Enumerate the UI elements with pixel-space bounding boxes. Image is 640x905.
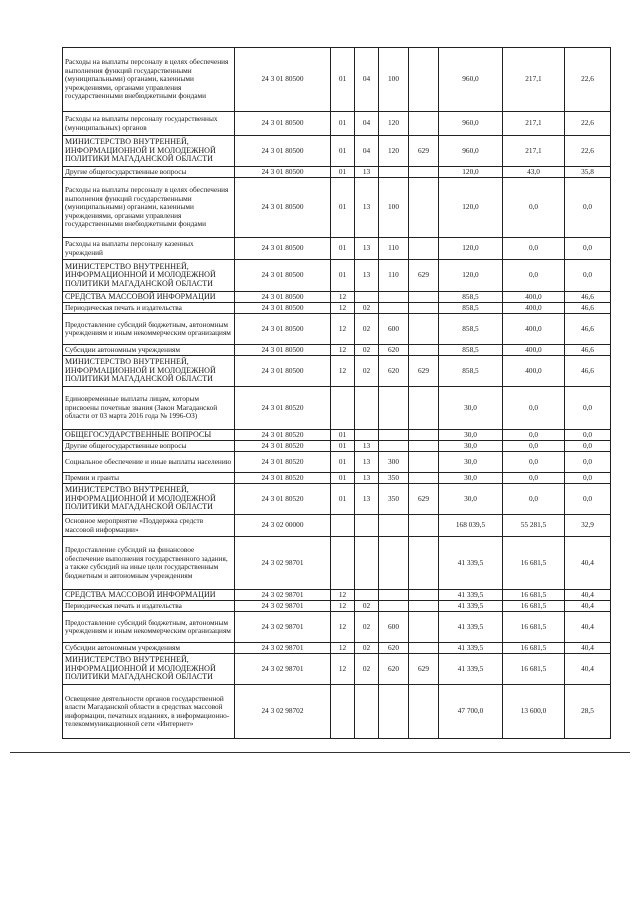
row-name-cell: Расходы на выплаты персоналу государственных (муниципальных) органов: [63, 112, 235, 136]
administrator-cell: [409, 387, 439, 430]
section-cell: 01: [331, 473, 355, 484]
administrator-cell: [409, 537, 439, 590]
table-row: [63, 112, 611, 136]
administrator-cell: [409, 441, 439, 452]
expense-type-cell: [379, 303, 409, 314]
expense-type-cell: [379, 685, 409, 739]
target-code-cell: 24 3 01 80500: [235, 260, 331, 292]
executed-amount-cell: 400,0: [503, 303, 565, 314]
execution-percent-cell: 28,5: [565, 685, 611, 739]
administrator-cell: [409, 473, 439, 484]
expense-type-cell: 350: [379, 484, 409, 515]
row-name-cell: Предоставление субсидий бюджетным, автономным учреждениям и иным некоммерческим организациям: [63, 612, 235, 643]
table-row: [63, 387, 611, 430]
subsection-cell: 02: [355, 643, 379, 654]
section-cell: [331, 387, 355, 430]
plan-amount-cell: 858,5: [439, 314, 503, 345]
plan-amount-cell: 30,0: [439, 473, 503, 484]
execution-percent-cell: 22,6: [565, 136, 611, 167]
expense-type-cell: 350: [379, 473, 409, 484]
row-name-cell: МИНИСТЕРСТВО ВНУТРЕННЕЙ, ИНФОРМАЦИОННОЙ И МОЛОДЕЖНОЙ ПОЛИТИКИ МАГАДАНСКОЙ ОБЛАСТИ: [63, 356, 235, 387]
table-row: [63, 515, 611, 537]
subsection-cell: 04: [355, 112, 379, 136]
row-name-cell: Единовременные выплаты лицам, которым присвоены почетные звания (Закон Магаданской области от 03 марта 2016 года № 1996-ОЗ): [63, 387, 235, 430]
target-code-cell: 24 3 02 98702: [235, 685, 331, 739]
plan-amount-cell: 120,0: [439, 260, 503, 292]
subsection-cell: [355, 537, 379, 590]
table-row: [63, 178, 611, 238]
administrator-cell: [409, 167, 439, 178]
plan-amount-cell: 120,0: [439, 178, 503, 238]
target-code-cell: 24 3 01 80500: [235, 356, 331, 387]
table-row: [63, 452, 611, 473]
row-name-cell: Другие общегосударственные вопросы: [63, 441, 235, 452]
row-name-cell: Предоставление субсидий бюджетным, автономным учреждениям и иным некоммерческим организациям: [63, 314, 235, 345]
executed-amount-cell: 43,0: [503, 167, 565, 178]
execution-percent-cell: 40,4: [565, 643, 611, 654]
target-code-cell: 24 3 01 80500: [235, 314, 331, 345]
executed-amount-cell: 0,0: [503, 441, 565, 452]
execution-percent-cell: 40,4: [565, 590, 611, 601]
table-row: [63, 238, 611, 260]
expense-type-cell: 300: [379, 452, 409, 473]
executed-amount-cell: 0,0: [503, 387, 565, 430]
table-body: [63, 48, 611, 739]
subsection-cell: 02: [355, 601, 379, 612]
target-code-cell: 24 3 01 80500: [235, 48, 331, 112]
table-row: [63, 303, 611, 314]
expense-type-cell: [379, 590, 409, 601]
row-name-cell: МИНИСТЕРСТВО ВНУТРЕННЕЙ, ИНФОРМАЦИОННОЙ И МОЛОДЕЖНОЙ ПОЛИТИКИ МАГАДАНСКОЙ ОБЛАСТИ: [63, 260, 235, 292]
subsection-cell: 02: [355, 654, 379, 685]
executed-amount-cell: 55 281,5: [503, 515, 565, 537]
executed-amount-cell: 217,1: [503, 112, 565, 136]
subsection-cell: [355, 515, 379, 537]
table-row: [63, 314, 611, 345]
plan-amount-cell: 168 039,5: [439, 515, 503, 537]
table-row: [63, 345, 611, 356]
table-row: [63, 654, 611, 685]
table-row: [63, 136, 611, 167]
administrator-cell: 629: [409, 654, 439, 685]
table-row: [63, 643, 611, 654]
expense-type-cell: [379, 167, 409, 178]
expense-type-cell: 620: [379, 345, 409, 356]
section-cell: 12: [331, 590, 355, 601]
expense-type-cell: [379, 537, 409, 590]
subsection-cell: [355, 430, 379, 441]
section-cell: [331, 515, 355, 537]
section-cell: 12: [331, 292, 355, 303]
plan-amount-cell: 30,0: [439, 441, 503, 452]
executed-amount-cell: 16 681,5: [503, 612, 565, 643]
section-cell: 01: [331, 260, 355, 292]
section-cell: 12: [331, 314, 355, 345]
executed-amount-cell: 0,0: [503, 484, 565, 515]
section-cell: 01: [331, 167, 355, 178]
section-cell: 01: [331, 238, 355, 260]
expense-type-cell: 110: [379, 260, 409, 292]
row-name-cell: МИНИСТЕРСТВО ВНУТРЕННЕЙ, ИНФОРМАЦИОННОЙ И МОЛОДЕЖНОЙ ПОЛИТИКИ МАГАДАНСКОЙ ОБЛАСТИ: [63, 484, 235, 515]
subsection-cell: 04: [355, 48, 379, 112]
executed-amount-cell: 16 681,5: [503, 537, 565, 590]
section-cell: 01: [331, 484, 355, 515]
plan-amount-cell: 858,5: [439, 303, 503, 314]
row-name-cell: Предоставление субсидий на финансовое обеспечение выполнения государственного задания, а также субсидий на иные цели государственным бюджетным и автономным учреждениям: [63, 537, 235, 590]
table-row: [63, 685, 611, 739]
row-name-cell: Другие общегосударственные вопросы: [63, 167, 235, 178]
target-code-cell: 24 3 01 80520: [235, 430, 331, 441]
row-name-cell: Субсидии автономным учреждениям: [63, 345, 235, 356]
section-cell: 01: [331, 452, 355, 473]
expense-type-cell: [379, 601, 409, 612]
executed-amount-cell: 0,0: [503, 238, 565, 260]
administrator-cell: [409, 643, 439, 654]
subsection-cell: 13: [355, 473, 379, 484]
section-cell: 12: [331, 303, 355, 314]
table-row: [63, 537, 611, 590]
execution-percent-cell: 0,0: [565, 387, 611, 430]
administrator-cell: [409, 685, 439, 739]
administrator-cell: [409, 515, 439, 537]
row-name-cell: Периодическая печать и издательства: [63, 303, 235, 314]
executed-amount-cell: 217,1: [503, 136, 565, 167]
section-cell: 12: [331, 643, 355, 654]
administrator-cell: [409, 48, 439, 112]
executed-amount-cell: 13 600,0: [503, 685, 565, 739]
administrator-cell: [409, 345, 439, 356]
plan-amount-cell: 47 700,0: [439, 685, 503, 739]
execution-percent-cell: 40,4: [565, 654, 611, 685]
executed-amount-cell: 16 681,5: [503, 654, 565, 685]
subsection-cell: 02: [355, 303, 379, 314]
executed-amount-cell: 400,0: [503, 314, 565, 345]
subsection-cell: 13: [355, 167, 379, 178]
plan-amount-cell: 41 339,5: [439, 654, 503, 685]
row-name-cell: МИНИСТЕРСТВО ВНУТРЕННЕЙ, ИНФОРМАЦИОННОЙ И МОЛОДЕЖНОЙ ПОЛИТИКИ МАГАДАНСКОЙ ОБЛАСТИ: [63, 654, 235, 685]
execution-percent-cell: 0,0: [565, 441, 611, 452]
plan-amount-cell: 41 339,5: [439, 537, 503, 590]
executed-amount-cell: 0,0: [503, 178, 565, 238]
row-name-cell: Расходы на выплаты персоналу в целях обеспечения выполнения функций государственными (муниципальными) органами, казенными учреждениями, органами управления государственными внебюджетными фондами: [63, 178, 235, 238]
target-code-cell: 24 3 01 80520: [235, 387, 331, 430]
administrator-cell: [409, 112, 439, 136]
administrator-cell: [409, 601, 439, 612]
target-code-cell: 24 3 01 80500: [235, 167, 331, 178]
subsection-cell: [355, 292, 379, 303]
section-cell: 01: [331, 441, 355, 452]
table-row: [63, 612, 611, 643]
execution-percent-cell: 40,4: [565, 612, 611, 643]
administrator-cell: 629: [409, 136, 439, 167]
section-cell: 01: [331, 430, 355, 441]
target-code-cell: 24 3 01 80500: [235, 292, 331, 303]
execution-percent-cell: 46,6: [565, 345, 611, 356]
expense-type-cell: 600: [379, 314, 409, 345]
table-row: [63, 167, 611, 178]
target-code-cell: 24 3 01 80500: [235, 238, 331, 260]
target-code-cell: 24 3 02 98701: [235, 537, 331, 590]
table-row: [63, 260, 611, 292]
section-cell: 01: [331, 112, 355, 136]
subsection-cell: 13: [355, 484, 379, 515]
plan-amount-cell: 858,5: [439, 345, 503, 356]
expense-type-cell: 100: [379, 178, 409, 238]
executed-amount-cell: 0,0: [503, 260, 565, 292]
table-row: [63, 356, 611, 387]
section-cell: [331, 685, 355, 739]
target-code-cell: 24 3 01 80520: [235, 441, 331, 452]
expense-type-cell: 100: [379, 48, 409, 112]
section-cell: 12: [331, 601, 355, 612]
table-row: [63, 590, 611, 601]
row-name-cell: Социальное обеспечение и иные выплаты населению: [63, 452, 235, 473]
executed-amount-cell: 16 681,5: [503, 643, 565, 654]
section-cell: 12: [331, 654, 355, 685]
execution-percent-cell: 46,6: [565, 314, 611, 345]
target-code-cell: 24 3 02 98701: [235, 612, 331, 643]
subsection-cell: [355, 685, 379, 739]
table-row: [63, 473, 611, 484]
table-row: [63, 48, 611, 112]
subsection-cell: [355, 590, 379, 601]
executed-amount-cell: 0,0: [503, 452, 565, 473]
expense-type-cell: 120: [379, 136, 409, 167]
target-code-cell: 24 3 01 80500: [235, 178, 331, 238]
executed-amount-cell: 0,0: [503, 473, 565, 484]
plan-amount-cell: 41 339,5: [439, 601, 503, 612]
subsection-cell: 13: [355, 260, 379, 292]
expense-type-cell: [379, 292, 409, 303]
section-cell: 12: [331, 345, 355, 356]
page-bottom-rule: [10, 752, 630, 753]
table-row: [63, 484, 611, 515]
executed-amount-cell: 0,0: [503, 430, 565, 441]
administrator-cell: 629: [409, 260, 439, 292]
expense-type-cell: 120: [379, 112, 409, 136]
row-name-cell: ОБЩЕГОСУДАРСТВЕННЫЕ ВОПРОСЫ: [63, 430, 235, 441]
target-code-cell: 24 3 01 80500: [235, 345, 331, 356]
execution-percent-cell: 40,4: [565, 537, 611, 590]
plan-amount-cell: 120,0: [439, 238, 503, 260]
section-cell: 01: [331, 178, 355, 238]
plan-amount-cell: 960,0: [439, 48, 503, 112]
expense-type-cell: 600: [379, 612, 409, 643]
plan-amount-cell: 41 339,5: [439, 612, 503, 643]
section-cell: 01: [331, 48, 355, 112]
subsection-cell: 13: [355, 238, 379, 260]
execution-percent-cell: 0,0: [565, 484, 611, 515]
row-name-cell: МИНИСТЕРСТВО ВНУТРЕННЕЙ, ИНФОРМАЦИОННОЙ И МОЛОДЕЖНОЙ ПОЛИТИКИ МАГАДАНСКОЙ ОБЛАСТИ: [63, 136, 235, 167]
executed-amount-cell: 400,0: [503, 356, 565, 387]
subsection-cell: 02: [355, 314, 379, 345]
target-code-cell: 24 3 02 98701: [235, 643, 331, 654]
subsection-cell: [355, 387, 379, 430]
expense-type-cell: 620: [379, 356, 409, 387]
budget-execution-table: [62, 47, 611, 739]
administrator-cell: [409, 303, 439, 314]
executed-amount-cell: 16 681,5: [503, 590, 565, 601]
administrator-cell: [409, 314, 439, 345]
target-code-cell: 24 3 02 98701: [235, 654, 331, 685]
execution-percent-cell: 22,6: [565, 112, 611, 136]
subsection-cell: 04: [355, 136, 379, 167]
row-name-cell: Субсидии автономным учреждениям: [63, 643, 235, 654]
row-name-cell: Премии и гранты: [63, 473, 235, 484]
target-code-cell: 24 3 02 00000: [235, 515, 331, 537]
target-code-cell: 24 3 01 80500: [235, 112, 331, 136]
expense-type-cell: 110: [379, 238, 409, 260]
subsection-cell: 13: [355, 178, 379, 238]
table-row: [63, 601, 611, 612]
expense-type-cell: [379, 515, 409, 537]
table-row: [63, 441, 611, 452]
administrator-cell: [409, 590, 439, 601]
subsection-cell: 02: [355, 345, 379, 356]
administrator-cell: [409, 612, 439, 643]
expense-type-cell: [379, 387, 409, 430]
execution-percent-cell: 0,0: [565, 473, 611, 484]
expense-type-cell: 620: [379, 643, 409, 654]
row-name-cell: Освещение деятельности органов государственной власти Магаданской области в средствах массовой информации, печатных изданиях, в информационно-телекоммуникационной сети «Интернет»: [63, 685, 235, 739]
execution-percent-cell: 22,6: [565, 48, 611, 112]
execution-percent-cell: 0,0: [565, 238, 611, 260]
section-cell: 12: [331, 612, 355, 643]
executed-amount-cell: 400,0: [503, 345, 565, 356]
administrator-cell: [409, 452, 439, 473]
row-name-cell: СРЕДСТВА МАССОВОЙ ИНФОРМАЦИИ: [63, 292, 235, 303]
subsection-cell: 02: [355, 356, 379, 387]
administrator-cell: [409, 292, 439, 303]
row-name-cell: Периодическая печать и издательства: [63, 601, 235, 612]
plan-amount-cell: 960,0: [439, 112, 503, 136]
section-cell: 12: [331, 356, 355, 387]
subsection-cell: 13: [355, 452, 379, 473]
executed-amount-cell: 16 681,5: [503, 601, 565, 612]
target-code-cell: 24 3 01 80500: [235, 136, 331, 167]
subsection-cell: 02: [355, 612, 379, 643]
administrator-cell: 629: [409, 484, 439, 515]
administrator-cell: [409, 238, 439, 260]
plan-amount-cell: 30,0: [439, 430, 503, 441]
plan-amount-cell: 41 339,5: [439, 590, 503, 601]
plan-amount-cell: 41 339,5: [439, 643, 503, 654]
target-code-cell: 24 3 02 98701: [235, 601, 331, 612]
target-code-cell: 24 3 01 80520: [235, 473, 331, 484]
row-name-cell: Расходы на выплаты персоналу в целях обеспечения выполнения функций государственными (муниципальными) органами, казенными учреждениями, органами управления государственными внебюджетными фондами: [63, 48, 235, 112]
execution-percent-cell: 0,0: [565, 430, 611, 441]
execution-percent-cell: 46,6: [565, 292, 611, 303]
plan-amount-cell: 30,0: [439, 452, 503, 473]
expense-type-cell: [379, 430, 409, 441]
plan-amount-cell: 960,0: [439, 136, 503, 167]
administrator-cell: [409, 430, 439, 441]
execution-percent-cell: 0,0: [565, 452, 611, 473]
execution-percent-cell: 0,0: [565, 260, 611, 292]
target-code-cell: 24 3 02 98701: [235, 590, 331, 601]
execution-percent-cell: 46,6: [565, 303, 611, 314]
table-row: [63, 430, 611, 441]
administrator-cell: 629: [409, 356, 439, 387]
execution-percent-cell: 32,9: [565, 515, 611, 537]
plan-amount-cell: 858,5: [439, 356, 503, 387]
expense-type-cell: [379, 441, 409, 452]
target-code-cell: 24 3 01 80520: [235, 484, 331, 515]
administrator-cell: [409, 178, 439, 238]
target-code-cell: 24 3 01 80500: [235, 303, 331, 314]
plan-amount-cell: 30,0: [439, 387, 503, 430]
plan-amount-cell: 30,0: [439, 484, 503, 515]
section-cell: [331, 537, 355, 590]
row-name-cell: Расходы на выплаты персоналу казенных учреждений: [63, 238, 235, 260]
executed-amount-cell: 400,0: [503, 292, 565, 303]
section-cell: 01: [331, 136, 355, 167]
plan-amount-cell: 120,0: [439, 167, 503, 178]
table-row: [63, 292, 611, 303]
execution-percent-cell: 46,6: [565, 356, 611, 387]
target-code-cell: 24 3 01 80520: [235, 452, 331, 473]
execution-percent-cell: 35,8: [565, 167, 611, 178]
execution-percent-cell: 40,4: [565, 601, 611, 612]
subsection-cell: 13: [355, 441, 379, 452]
execution-percent-cell: 0,0: [565, 178, 611, 238]
executed-amount-cell: 217,1: [503, 48, 565, 112]
row-name-cell: Основное мероприятие «Поддержка средств массовой информации»: [63, 515, 235, 537]
row-name-cell: СРЕДСТВА МАССОВОЙ ИНФОРМАЦИИ: [63, 590, 235, 601]
plan-amount-cell: 858,5: [439, 292, 503, 303]
expense-type-cell: 620: [379, 654, 409, 685]
